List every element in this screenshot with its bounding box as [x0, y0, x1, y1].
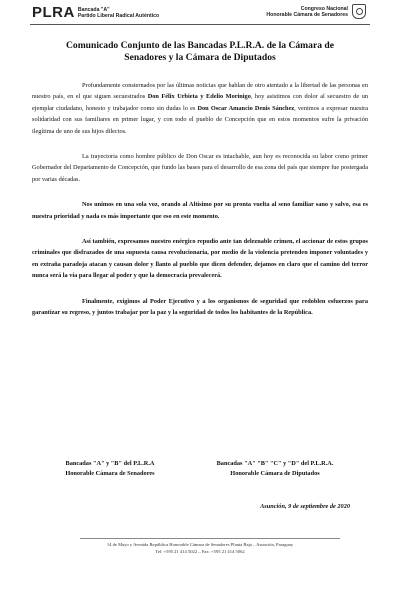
p1-names: Don Félix Urbieta y Edelio Morinigo	[147, 93, 251, 101]
plra-logo-mark: PLRA	[32, 4, 75, 21]
plra-logo-caption	[78, 7, 159, 19]
document-date: Asunción, 9 de septiembre de 2020	[260, 503, 350, 510]
paragraph-2: La trayectoria como hombre público de Don Oscar es intachable, aun hoy es reconocida su labor como primer Gobernador del Departamento de Concepción, que fundo las bases para el desarrollo de esa zona del país que siempre fue postergada por varias décadas.	[32, 153, 368, 183]
signature-deputies-line-2: Honorable Cámara de Diputados	[230, 469, 320, 477]
signature-senators	[40, 459, 180, 478]
congress-line-2: Honorable Cámara de Senadores	[266, 11, 348, 18]
signature-senators-line-1: Bancadas "A" y "B" del P.L.R.A	[65, 460, 155, 467]
signature-senators-line-2: Honorable Cámara de Senadores	[65, 469, 155, 477]
congress-caption	[266, 6, 348, 18]
plra-logo	[32, 4, 159, 21]
logo-line-2: Partido Liberal Radical Auténtico	[77, 12, 160, 19]
document-title	[40, 40, 360, 64]
p1-name-2: Don Oscar Amancio Denis Sánchez	[197, 104, 295, 112]
title-line-1: Comunicado Conjunto de las Bancadas P.L.R.A. de la Cámara de	[65, 40, 335, 51]
paragraph-3: Nos unimos en una sola voz, orando al Altísimo por su pronta vuelta al seno familiar sano y salvo, esa es nuestra prioridad y nada es más importante que eso en este momento.	[32, 201, 368, 220]
footer-address: 14 de Mayo y Avenida República Honorable Cámara de Senadores Planta Baja – Asunción, Paraguay	[106, 542, 294, 547]
footer	[60, 541, 340, 555]
p1-text-c: , venimos a expresar nuestra solidaridad con sus familiares en primer lugar, y con todo el pueblo de Concepción que en estos momentos sufre la privación ilegítima de uno de sus hijos dilectos.	[32, 104, 368, 135]
paragraph-4: Así también, expresamos nuestro enérgico repudio ante tan deleznable crimen, el accionar de estos grupos criminales que disfrazados de una supuesta causa revolucionaria, por medio de la violencia pretenden imponer voluntades y en extraña paradoja atacan y causan dolor y llanto al pueblo que dicen defender, dejamos en claro que el camino del terror nunca será la vía para llegar al poder y que la democracia prevalecerá.	[32, 238, 368, 280]
footer-divider	[80, 538, 340, 539]
signature-deputies-line-1: Bancadas "A" "B" "C" y "D" del P.L.R.A.	[216, 460, 334, 467]
p1-text-a: Profundamente consternados por las últimas noticias que hablan de otro atentado a la libertad de las personas en nuestro país, en el que siguen secuestrados	[32, 82, 368, 101]
title-line-2: Senadores y la Cámara de Diputados	[124, 52, 276, 63]
header-divider	[30, 24, 370, 25]
congress-line-1: Congreso Nacional	[300, 5, 348, 12]
signature-deputies	[200, 459, 350, 478]
congress-seal-icon	[352, 4, 366, 19]
footer-phone: Tel: +595 21 414 5022 – Fax: +595 21 414 5062	[155, 549, 245, 554]
logo-line-1: Bancada "A"	[77, 6, 110, 13]
paragraph-1	[32, 80, 368, 137]
congress-branding	[266, 4, 366, 19]
paragraph-5: Finalmente, exigimos al Poder Ejecutivo y a los organismos de seguridad que redoblen esfuerzos para garantizar su regreso, y juntos trabajar por la paz y la seguridad de todos los habitantes de la República.	[32, 297, 368, 317]
letterhead	[0, 0, 400, 26]
p1-text-b: , hoy asistimos con dolor al secuestro de un ejemplar ciudadano, honesto y trabajador como sin dudas lo es	[32, 93, 368, 112]
document-body	[32, 80, 368, 333]
